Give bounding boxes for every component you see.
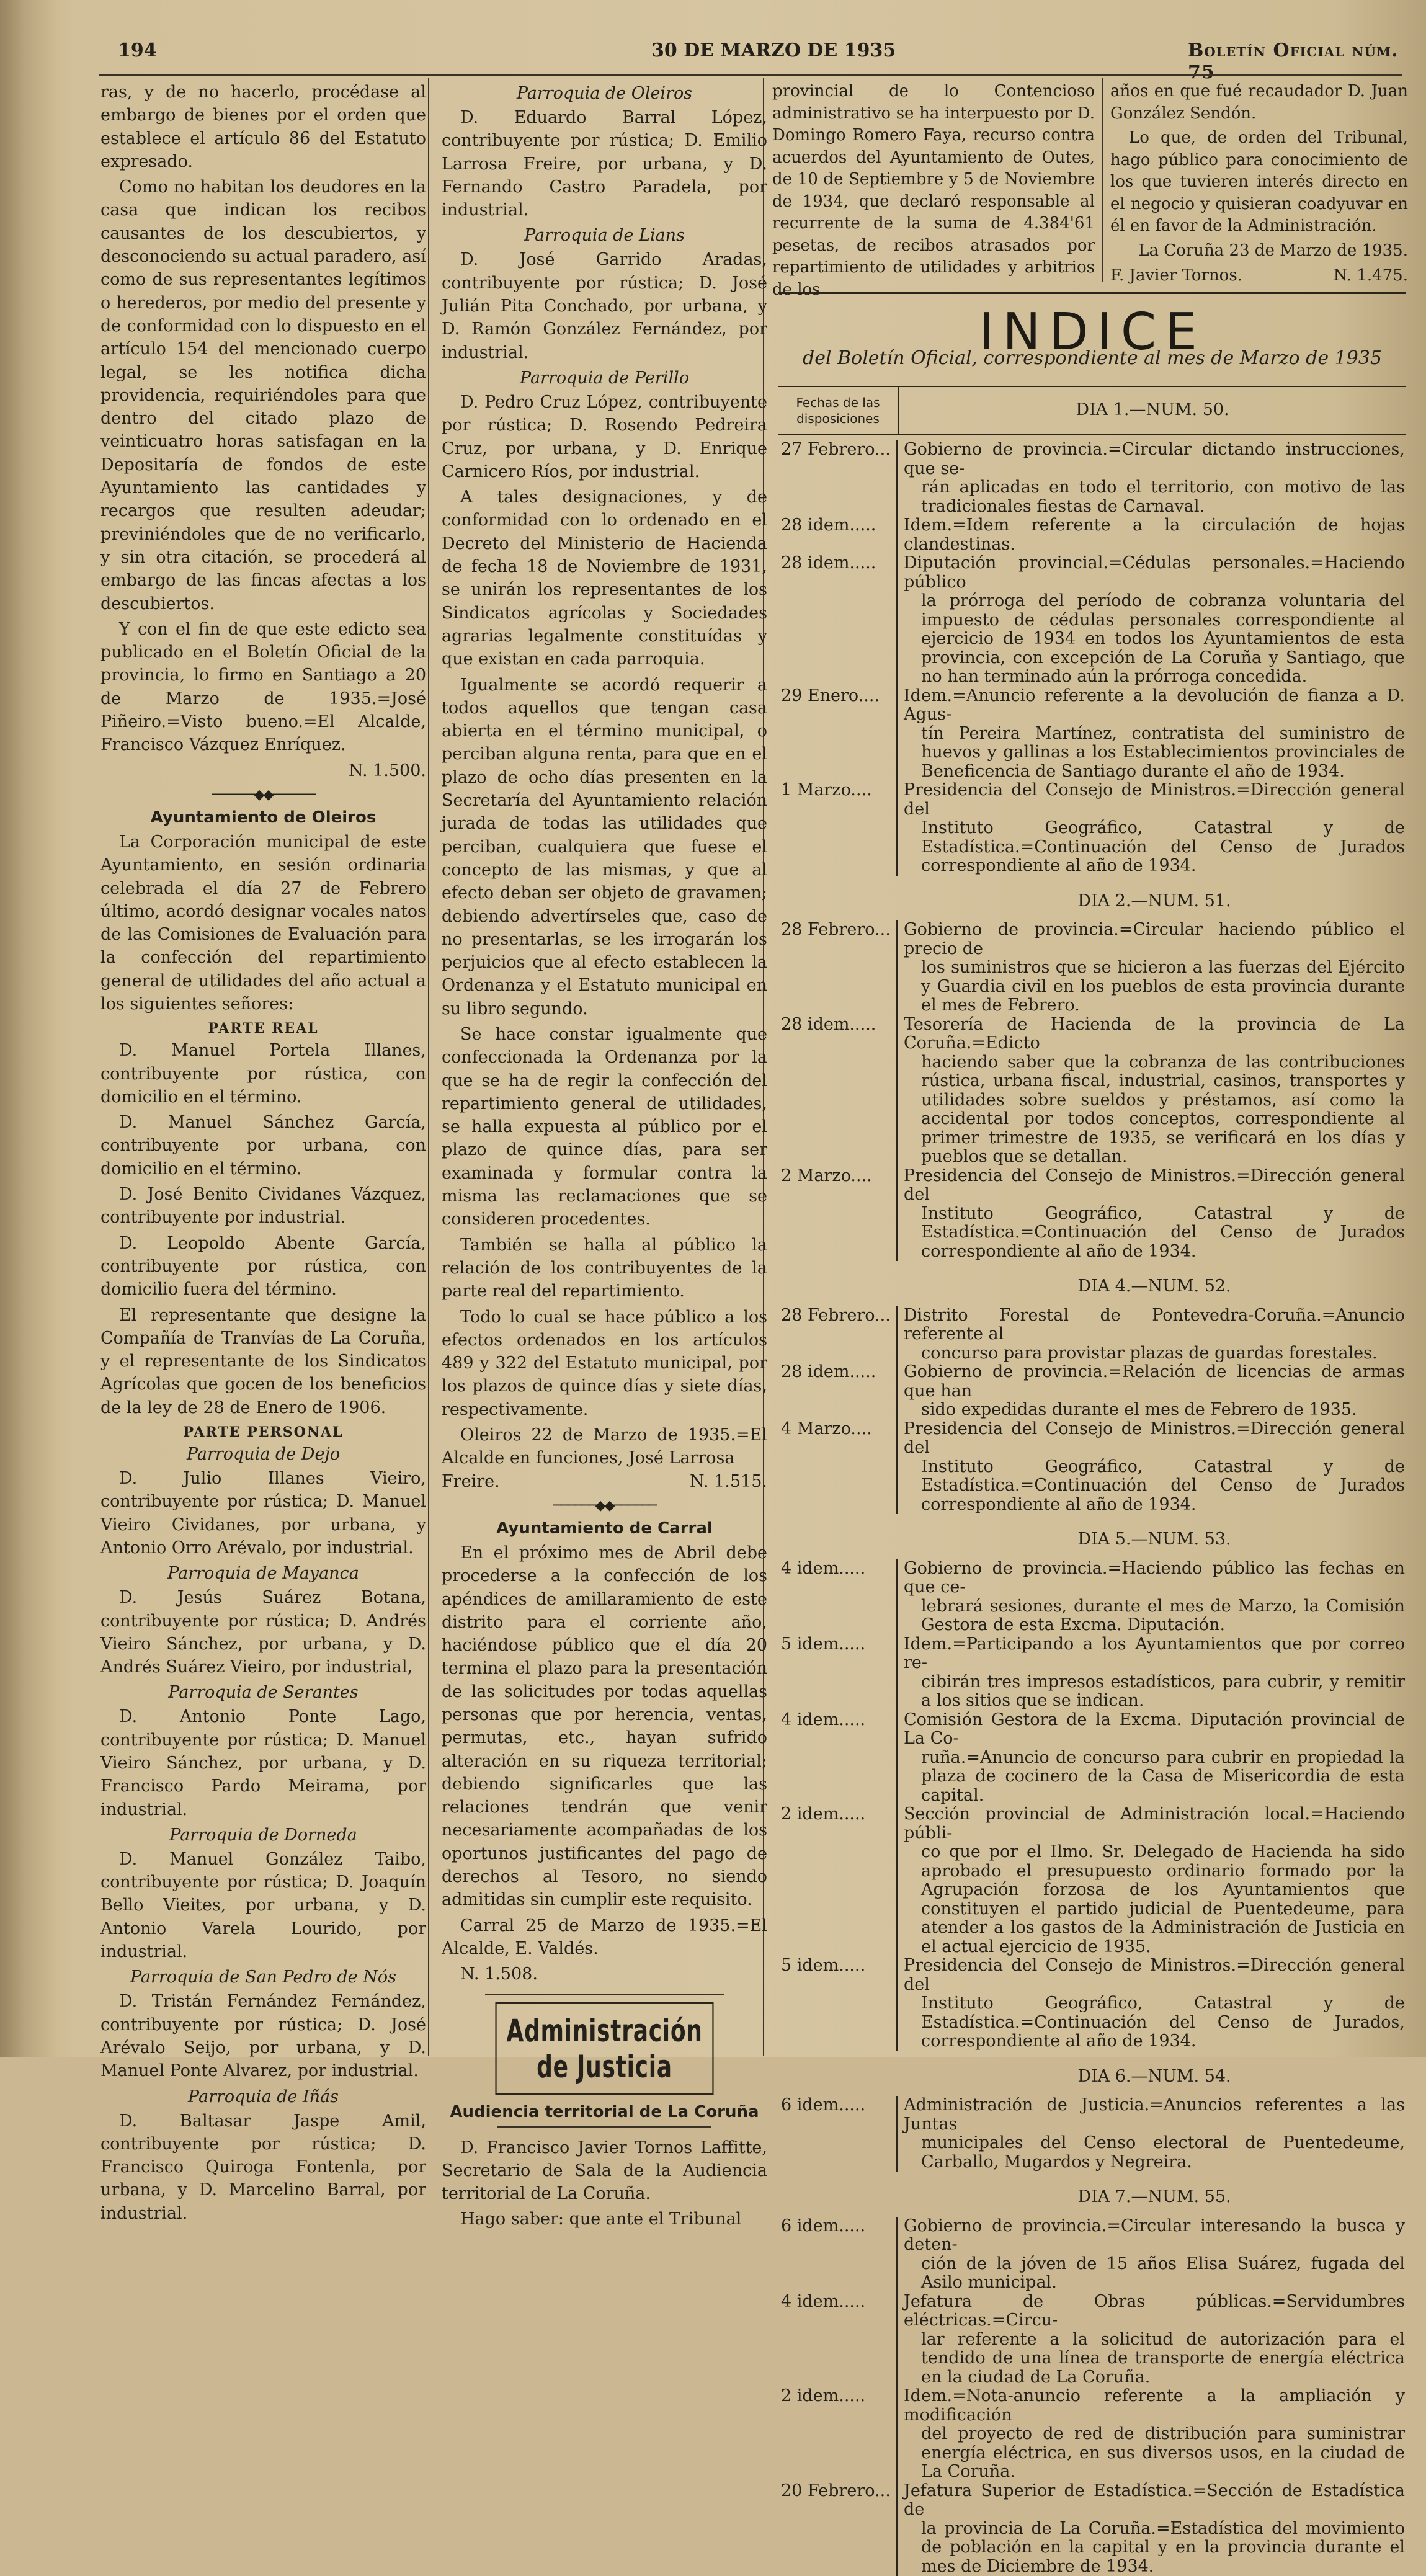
entry-text (898, 1015, 1406, 1167)
parish-heading: Parroquia de Serantes (100, 1681, 426, 1704)
entry-date: 28 Febrero... (778, 920, 898, 1015)
section-title-box: Administración de Justicia (495, 2002, 713, 2095)
paragraph: Oleiros 22 de Marzo de 1935.=El Alcalde en funciones, José Larrosa (442, 1424, 767, 1470)
parish-heading: Parroquia de Dejo (100, 1443, 426, 1466)
entry-first-line: Gobierno de provincia.=Circular dictando instrucciones, que se- (904, 440, 1405, 478)
divider (485, 1994, 724, 1995)
signature-line (442, 1470, 767, 1493)
paragraph: La Corporación municipal de este Ayuntamiento, en sesión ordinaria celebrada el día 27 de Febrero último, acordó designar vocales natos de las Comisiones de Evaluación para la confección del repartimiento general de utilidades del año actual a los siguientes señores: (100, 831, 426, 1015)
entry-date: 4 idem..... (778, 1711, 898, 1806)
entry-first-line: Idem.=Idem referente a la circulación de hojas clandestinas. (904, 516, 1405, 554)
paragraph: D. Pedro Cruz López, contribuyente por rústica; D. Rosendo Pedreira Cruz, por urbana, y D. Enrique Carnicero Ríos, por industrial. (442, 391, 767, 483)
entry-date: 5 idem..... (778, 1956, 898, 2051)
paragraph: D. José Garrido Aradas, contribuyente por rústica; D. José Julián Pita Conchado, por urbana, y D. Ramón González Fernández, por industrial. (442, 248, 767, 363)
index-entry (778, 2482, 1406, 2576)
bulletin-number: Boletín Oficial núm. 75 (1188, 40, 1426, 83)
paragraph: Todo lo cual se hace público a los efectos ordenados en los artículos 489 y 322 del Estatuto municipal, por los plazos de quince días y siete días, respectivamente. (442, 1306, 767, 1421)
ornament-divider: ──────◆◆────── (442, 1499, 767, 1513)
entry-continuation: ción de la jóven de 15 años Elisa Suárez, fugada del Asilo municipal. (904, 2255, 1405, 2293)
entry-first-line: Presidencia del Consejo de Ministros.=Dirección general del (904, 1420, 1405, 1458)
entry-first-line: Idem.=Participando a los Ayuntamientos que por correo re- (904, 1635, 1405, 1673)
entry-continuation: Instituto Geográfico, Catastral y de Estadística.=Continuación del Censo de Jurados correspondiente al año de 1934. (904, 1458, 1405, 1515)
parish-heading: Parroquia de San Pedro de Nós (100, 1966, 426, 1989)
entry-first-line: Administración de Justicia.=Anuncios referentes a las Juntas (904, 2096, 1405, 2134)
entry-date: 2 idem..... (778, 2387, 898, 2482)
parish-heading: Parroquia de Oleiros (442, 82, 767, 105)
entry-text (898, 1167, 1406, 1262)
index-top-rule (778, 292, 1406, 294)
index-entry (778, 1711, 1406, 1806)
entry-first-line: Comisión Gestora de la Excma. Diputación provincial de La Co- (904, 1711, 1405, 1749)
index-entry (778, 1363, 1406, 1420)
page-number: 194 (118, 40, 157, 61)
entry-date: 28 idem..... (778, 1363, 898, 1420)
entry-first-line: Gobierno de provincia.=Haciendo público las fechas en que ce- (904, 1559, 1405, 1597)
index-entry (778, 440, 1406, 516)
paragraph: provincial de lo Contencioso administrativo se ha interpuesto por D. Domingo Romero Faya, recurso contra acuerdos del Ayuntamiento de Outes, de 10 de Septiembre y 5 de Noviembre de 1934, que declaró responsable al recurrente de la suma de 4.384'61 pesetas, de recibos atrasados por repartimiento de utilidades y arbitrios de los (772, 81, 1095, 301)
index-entry (778, 1805, 1406, 1956)
entry-continuation: tín Pereira Martínez, contratista del suministro de huevos y gallinas a los Establecimientos provinciales de Beneficencia de Santiago durante el año de 1934. (904, 724, 1405, 782)
paragraph: En el próximo mes de Abril debe procederse a la confección de los apéndices de amillaramiento de este distrito para el corriente año, haciéndose público que el día 20 termina el plazo para la presentación de las solicitudes por todas aquellas personas que por herencia, ventas, permutas, etc., hayan sufrido alteración en su riqueza territorial; debiendo significarles que las relaciones tendrán que venir necesariamente acompañadas de los oportunos justificantes del pago de derechos al Tesoro, no siendo admitidas sin cumplir este requisito. (442, 1541, 767, 1912)
entry-continuation: Instituto Geográfico, Catastral y de Estadística.=Continuación del Censo de Jurados, correspondiente al año de 1934. (904, 1994, 1405, 2051)
index-entry (778, 1559, 1406, 1635)
ornament-divider: ──────◆◆────── (100, 788, 426, 802)
paragraph: Carral 25 de Marzo de 1935.=El Alcalde, E. Valdés. (442, 1914, 767, 1961)
column-divider (1102, 78, 1103, 282)
paragraph: D. Francisco Javier Tornos Laffitte, Secretario de Sala de la Audiencia territorial de La Coruña. (442, 2136, 767, 2206)
index-table-header (778, 386, 1406, 435)
entry-first-line: Gobierno de provincia.=Circular interesando la busca y deten- (904, 2217, 1405, 2255)
paragraph: Lo que, de orden del Tribunal, hago público para conocimiento de los que tuvieren interés directo en el negocio y quisieran coadyuvar en él en favor de la Administración. (1110, 127, 1408, 238)
entry-first-line: Presidencia del Consejo de Ministros.=Dirección general del (904, 1956, 1405, 1994)
signature-line (100, 759, 426, 782)
entry-text (898, 2387, 1406, 2482)
place-date: La Coruña 23 de Marzo de 1935. (1110, 240, 1408, 262)
index-entry (778, 2096, 1406, 2172)
index-entry (778, 1167, 1406, 1262)
day-heading: DIA 2.—NUM. 51. (902, 892, 1406, 911)
entry-text (898, 516, 1406, 554)
parish-heading: Parroquia de Perillo (442, 367, 767, 390)
first-day-heading: DIA 1.—NUM. 50. (899, 387, 1406, 434)
paragraph: D. Jesús Suárez Botana, contribuyente por rústica; D. Andrés Vieiro Sánchez, por urbana, y D. Andrés Suárez Vieiro, por industrial, (100, 1586, 426, 1678)
entry-first-line: Distrito Forestal de Pontevedra-Coruña.=Anuncio referente al (904, 1306, 1405, 1344)
paragraph: D. Baltasar Jaspe Amil, contribuyente por rústica; D. Francisco Quiroga Fontenla, por urbana, y D. Marcelino Barral, por industrial. (100, 2110, 426, 2225)
entry-date: 2 idem..... (778, 1805, 898, 1956)
column-divider (428, 78, 429, 2056)
column-1 (100, 81, 426, 2053)
paragraph: años en que fué recaudador D. Juan González Sendón. (1110, 81, 1408, 125)
entry-date: 2 Marzo.... (778, 1167, 898, 1262)
entry-date: 6 idem..... (778, 2217, 898, 2293)
entry-date: 20 Febrero... (778, 2482, 898, 2576)
entry-date: 4 idem..... (778, 1559, 898, 1635)
day-heading: DIA 6.—NUM. 54. (902, 2067, 1406, 2087)
entry-text (898, 1635, 1406, 1711)
entry-text (898, 781, 1406, 876)
entry-text (898, 2293, 1406, 2387)
entry-first-line: Sección provincial de Administración local.=Haciendo públi- (904, 1805, 1405, 1843)
entry-continuation: municipales del Censo electoral de Puentedeume, Carballo, Mugardos y Negreira. (904, 2134, 1405, 2172)
entry-first-line: Jefatura Superior de Estadística.=Sección de Estadística de (904, 2482, 1405, 2520)
index-entry (778, 1420, 1406, 1515)
paragraph: Se hace constar igualmente que confeccionada la Ordenanza por la que se ha de regir la confección del repartimiento general de utilidades, se halla expuesta al público por el plazo de quince días, para ser examinada y formular contra la misma las reclamaciones que se consideren procedentes. (442, 1023, 767, 1231)
day-heading: DIA 7.—NUM. 55. (902, 2188, 1406, 2207)
entry-date: 29 Enero.... (778, 687, 898, 782)
parish-heading: Parroquia de Dorneda (100, 1824, 426, 1847)
day-heading: DIA 4.—NUM. 52. (902, 1277, 1406, 1296)
entry-text (898, 1306, 1406, 1363)
entry-first-line: Tesorería de Hacienda de la provincia de La Coruña.=Edicto (904, 1015, 1405, 1053)
column-3 (772, 81, 1095, 288)
entry-text (898, 1363, 1406, 1420)
entry-date: 1 Marzo.... (778, 781, 898, 876)
entry-text (898, 920, 1406, 1015)
index-entry (778, 687, 1406, 782)
paragraph: ras, y de no hacerlo, procédase al embargo de bienes por el orden que establece el artículo 86 del Estatuto expresado. (100, 81, 426, 173)
entry-continuation: lar referente a la solicitud de autorización para el tendido de una línea de transporte de energía eléctrica en la ciudad de La Coruña. (904, 2330, 1405, 2387)
signature-line (1110, 264, 1408, 287)
paragraph: D. Antonio Ponte Lago, contribuyente por rústica; D. Manuel Vieiro Sánchez, por urbana, y D. Francisco Pardo Meirama, por industrial. (100, 1705, 426, 1821)
entry-text (898, 1956, 1406, 2051)
entry-text (898, 2096, 1406, 2172)
entry-continuation: la provincia de La Coruña.=Estadística del movimiento de población en la capital y en la provincia durante el mes de Diciembre de 1934. (904, 2520, 1405, 2576)
subheading: PARTE PERSONAL (100, 1424, 426, 1440)
dates-column-header: Fechas de las disposiciones (778, 387, 899, 434)
column-4 (1110, 81, 1408, 288)
index-entry (778, 781, 1406, 876)
index-entry (778, 516, 1406, 554)
entry-first-line: Gobierno de provincia.=Circular haciendo público el precio de (904, 920, 1405, 958)
paragraph: El representante que designe la Compañía de Tranvías de La Coruña, y el representante de los Sindicatos Agrícolas que gocen de los beneficios de la ley de 28 de Enero de 1906. (100, 1304, 426, 1419)
entry-first-line: Presidencia del Consejo de Ministros.=Dirección general del (904, 1167, 1405, 1205)
entry-continuation: la prórroga del período de cobranza voluntaria del impuesto de cédulas personales correspondiente al ejercicio de 1934 en todos los Ayuntamientos de esta provincia, con excepción de La Coruña y Santiago, que no han terminado aún la prórroga concedida. (904, 592, 1405, 687)
entry-continuation: concurso para provistar plazas de guardas forestales. (904, 1344, 1405, 1363)
entry-text (898, 554, 1406, 687)
parish-heading: Parroquia de Lians (442, 224, 767, 247)
page-edge-shadow (0, 0, 56, 2057)
signatory: Freire. (442, 1470, 500, 1493)
notice-number: N. 1.508. (442, 1963, 767, 1985)
section-heading: Audiencia territorial de La Coruña (442, 2103, 767, 2121)
paragraph: Y con el fin de que este edicto sea publicado en el Boletín Oficial de la provincia, lo firmo en Santiago a 20 de Marzo de 1935.=José Piñeiro.=Visto bueno.=El Alcalde, Francisco Vázquez Enríquez. (100, 618, 426, 757)
entry-first-line: Idem.=Anuncio referente a la devolución de fianza a D. Agus- (904, 687, 1405, 724)
entry-continuation: Instituto Geográfico, Catastral y de Estadística.=Continuación del Censo de Jurados correspondiente al año de 1934. (904, 1205, 1405, 1262)
entry-first-line: Diputación provincial.=Cédulas personales.=Haciendo público (904, 554, 1405, 592)
index-entry (778, 1956, 1406, 2051)
entry-continuation: cibirán tres impresos estadísticos, para cubrir, y remitir a los sitios que se indican. (904, 1673, 1405, 1711)
entry-date: 4 Marzo.... (778, 1420, 898, 1515)
paragraph: D. Manuel González Taibo, contribuyente por rústica; D. Joaquín Bello Vieites, por urbana, y D. Antonio Varela Lourido, por industrial. (100, 1848, 426, 1963)
parish-heading: Parroquia de Iñás (100, 2085, 426, 2108)
entry-text (898, 687, 1406, 782)
paragraph: Igualmente se acordó requerir a todos aquellos que tengan casa abierta en el término municipal, o perciban alguna renta, para que en el plazo de ocho días presenten en la Secretaría del Ayuntamiento relación jurada de todas las utilidades que perciban, cualquiera que fuese el concepto de las mismas, y que al efecto deban ser objeto de gravamen; debiendo advertírseles que, caso de no presentarlas, se les irrogarán los perjuicios que al efecto establecen la Ordenanza y el Estatuto municipal en su libro segundo. (442, 674, 767, 1020)
paragraph: D. Eduardo Barral López, contribuyente por rústica; D. Emilio Larrosa Freire, por urbana, y D. Fernando Castro Paradela, por industrial. (442, 106, 767, 221)
entry-continuation: rán aplicadas en todo el territorio, con motivo de las tradicionales fiestas de Carnaval. (904, 478, 1405, 516)
issue-date: 30 DE MARZO DE 1935 (651, 40, 896, 61)
section-heading: Ayuntamiento de Oleiros (100, 808, 426, 827)
paragraph: Como no habitan los deudores en la casa que indican los recibos causantes de los descubiertos, y desconociendo su actual paradero, así como de sus representantes legítimos o herederos, por medio del presente y de conformidad con lo dispuesto en el artículo 154 del mencionado cuerpo legal, se les notifica dicha providencia, requiriéndoles para que dentro del citado plazo de veinticuatro horas satisfagan en la Depositaría de fondos de este Ayuntamiento las cantidades y recargos que resulten adeudar; previniéndoles que de no verificarlo, y sin otra citación, se procederá al embargo de las fincas afectas a los descubiertos. (100, 176, 426, 615)
entry-text (898, 1805, 1406, 1956)
index-entry (778, 1015, 1406, 1167)
entry-date: 4 idem..... (778, 2293, 898, 2387)
index-entry (778, 554, 1406, 687)
index-subtitle: del Boletín Oficial, correspondiente al mes de Marzo de 1935 (778, 347, 1406, 369)
entry-text (898, 1711, 1406, 1806)
index-title: INDICE (778, 303, 1406, 362)
paragraph: D. Manuel Portela Illanes, contribuyente por rústica, con domicilio en el término. (100, 1039, 426, 1108)
entry-date: 28 idem..... (778, 1015, 898, 1167)
entry-text (898, 2482, 1406, 2576)
index-entry (778, 1306, 1406, 1363)
index-entry (778, 2217, 1406, 2293)
paragraph: También se halla al público la relación de los contribuyentes de la parte real del repartimiento. (442, 1234, 767, 1303)
entry-date: 5 idem..... (778, 1635, 898, 1711)
parish-heading: Parroquia de Mayanca (100, 1562, 426, 1585)
entry-date: 28 idem..... (778, 554, 898, 687)
page-header (0, 32, 1426, 69)
entry-first-line: Presidencia del Consejo de Ministros.=Dirección general del (904, 781, 1405, 819)
paragraph: D. Tristán Fernández Fernández, contribuyente por rústica; D. José Arévalo Seijo, por urbana, y D. Manuel Ponte Alvarez, por industrial. (100, 1990, 426, 2082)
entry-continuation: Instituto Geográfico, Catastral y de Estadística.=Continuación del Censo de Jurados correspondiente al año de 1934. (904, 819, 1405, 876)
notice-number: N. 1.500. (349, 759, 426, 782)
index-entry (778, 1635, 1406, 1711)
index-entry (778, 920, 1406, 1015)
index-entry (778, 2387, 1406, 2482)
index-table (778, 386, 1406, 2054)
section-heading: Ayuntamiento de Carral (442, 1519, 767, 1538)
entry-continuation: lebrará sesiones, durante el mes de Marzo, la Comisión Gestora de esta Excma. Diputación. (904, 1597, 1405, 1635)
paragraph: Hago saber: que ante el Tribunal (442, 2208, 767, 2231)
entry-continuation: sido expedidas durante el mes de Febrero de 1935. (904, 1401, 1405, 1420)
entry-first-line: Idem.=Nota-anuncio referente a la ampliación y modificación (904, 2387, 1405, 2425)
paragraph: A tales designaciones, y de conformidad con lo ordenado en el Decreto del Ministerio de Hacienda de fecha 18 de Noviembre de 1931, se unirán los representantes de los Sindicatos agrícolas y Sociedades agrarias legalmente constituídas y que existan en cada parroquia. (442, 486, 767, 671)
entry-continuation: del proyecto de red de distribución para suministrar energía eléctrica, en sus diversos usos, en la ciudad de La Coruña. (904, 2425, 1405, 2482)
entry-continuation: haciendo saber que la cobranza de las contribuciones rústica, urbana fiscal, industrial, casinos, transportes y utilidades sobre sueldos y préstamos, así como la accidental por todos conceptos, correspondiente al primer trimestre de 1935, se verificará en los días y pueblos que se detallan. (904, 1053, 1405, 1167)
entry-continuation: ruña.=Anuncio de concurso para cubrir en propiedad la plaza de cocinero de la Casa de Misericordia de esta capital. (904, 1749, 1405, 1806)
entry-continuation: los suministros que se hicieron a las fuerzas del Ejército y Guardia civil en los pueblos de esta provincia durante el mes de Febrero. (904, 958, 1405, 1015)
column-2 (442, 81, 767, 2053)
entry-text (898, 1559, 1406, 1635)
paragraph: D. Leopoldo Abente García, contribuyente por rústica, con domicilio fuera del término. (100, 1232, 426, 1301)
entry-first-line: Jefatura de Obras públicas.=Servidumbres eléctricas.=Circu- (904, 2293, 1405, 2330)
entry-first-line: Gobierno de provincia.=Relación de licencias de armas que han (904, 1363, 1405, 1401)
entry-text (898, 2217, 1406, 2293)
index-entry (778, 2293, 1406, 2387)
notice-number: N. 1.475. (1334, 264, 1408, 287)
paragraph: D. José Benito Cividanes Vázquez, contribuyente por industrial. (100, 1183, 426, 1229)
entry-date: 28 idem..... (778, 516, 898, 554)
paragraph: D. Julio Illanes Vieiro, contribuyente por rústica; D. Manuel Vieiro Cividanes, por urbana, y Antonio Orro Arévalo, por industrial. (100, 1467, 426, 1559)
entry-text (898, 440, 1406, 516)
header-rule (99, 74, 1402, 76)
divider (497, 2126, 711, 2128)
paragraph: D. Manuel Sánchez García, contribuyente por urbana, con domicilio en el término. (100, 1111, 426, 1180)
entry-date: 28 Febrero... (778, 1306, 898, 1363)
entry-date: 27 Febrero... (778, 440, 898, 516)
entry-continuation: co que por el Ilmo. Sr. Delegado de Hacienda ha sido aprobado el presupuesto ordinario formado por la Agrupación forzosa de los Ayuntamientos que constituyen el partido judicial de Puentedeume, para atender a los gastos de la Administración de Justicia en el actual ejercicio de 1935. (904, 1843, 1405, 1956)
notice-number: N. 1.515. (690, 1470, 767, 1493)
day-heading: DIA 5.—NUM. 53. (902, 1530, 1406, 1549)
subheading: PARTE REAL (100, 1020, 426, 1036)
signatory: F. Javier Tornos. (1110, 264, 1242, 287)
entry-text (898, 1420, 1406, 1515)
entry-date: 6 idem..... (778, 2096, 898, 2172)
